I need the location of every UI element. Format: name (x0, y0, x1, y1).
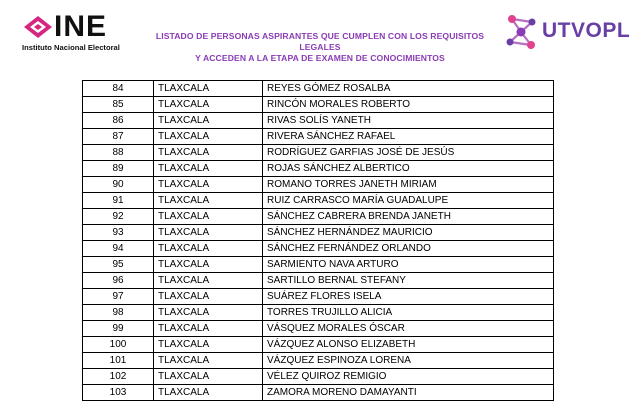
row-number: 90 (83, 177, 154, 193)
table-row (83, 177, 554, 193)
row-state: TLAXCALA (154, 209, 263, 225)
network-nodes-icon (504, 12, 540, 52)
row-state: TLAXCALA (154, 81, 263, 97)
row-number: 94 (83, 241, 154, 257)
row-state: TLAXCALA (154, 225, 263, 241)
page-title (150, 31, 490, 64)
row-name: REYES GÓMEZ ROSALBA (263, 81, 554, 97)
table-row (83, 113, 554, 129)
row-state: TLAXCALA (154, 321, 263, 337)
row-name: SÁNCHEZ CABRERA BRENDA JANETH (263, 209, 554, 225)
utvopl-wordmark: UTVOPL (542, 19, 631, 42)
page-header (0, 0, 636, 70)
row-name: SARTILLO BERNAL STEFANY (263, 273, 554, 289)
table-row (83, 337, 554, 353)
row-state: TLAXCALA (154, 289, 263, 305)
table-row (83, 145, 554, 161)
table-row (83, 321, 554, 337)
table-row (83, 97, 554, 113)
row-name: RODRÍGUEZ GARFIAS JOSÉ DE JESÚS (263, 145, 554, 161)
row-name: ROJAS SÁNCHEZ ALBERTICO (263, 161, 554, 177)
row-name: VÁZQUEZ ALONSO ELIZABETH (263, 337, 554, 353)
row-name: VÉLEZ QUIROZ REMIGIO (263, 369, 554, 385)
table-row (83, 257, 554, 273)
row-number: 103 (83, 385, 154, 401)
row-state: TLAXCALA (154, 385, 263, 401)
row-number: 96 (83, 273, 154, 289)
row-name: RINCÓN MORALES ROBERTO (263, 97, 554, 113)
row-number: 101 (83, 353, 154, 369)
utvopl-logo (504, 12, 632, 56)
ine-wordmark: INE (54, 10, 108, 43)
row-state: TLAXCALA (154, 113, 263, 129)
table-row (83, 353, 554, 369)
row-state: TLAXCALA (154, 353, 263, 369)
row-name: SÁNCHEZ FERNÁNDEZ ORLANDO (263, 241, 554, 257)
table-row (83, 81, 554, 97)
table-row (83, 305, 554, 321)
row-number: 93 (83, 225, 154, 241)
row-name: ROMANO TORRES JANETH MIRIAM (263, 177, 554, 193)
row-number: 84 (83, 81, 154, 97)
row-number: 88 (83, 145, 154, 161)
row-state: TLAXCALA (154, 305, 263, 321)
row-state: TLAXCALA (154, 257, 263, 273)
row-number: 100 (83, 337, 154, 353)
title-line-1: LISTADO DE PERSONAS ASPIRANTES QUE CUMPLEN CON LOS REQUISITOS LEGALES (155, 31, 485, 52)
row-number: 98 (83, 305, 154, 321)
table-row (83, 273, 554, 289)
row-number: 89 (83, 161, 154, 177)
table-row (83, 129, 554, 145)
row-name: SUÁREZ FLORES ISELA (263, 289, 554, 305)
row-state: TLAXCALA (154, 97, 263, 113)
row-name: RUIZ CARRASCO MARÍA GUADALUPE (263, 193, 554, 209)
row-number: 85 (83, 97, 154, 113)
row-state: TLAXCALA (154, 161, 263, 177)
table-row (83, 385, 554, 401)
row-state: TLAXCALA (154, 273, 263, 289)
row-name: SÁNCHEZ HERNÁNDEZ MAURICIO (263, 225, 554, 241)
row-name: VÁSQUEZ MORALES ÓSCAR (263, 321, 554, 337)
row-number: 95 (83, 257, 154, 273)
title-line-2: Y ACCEDEN A LA ETAPA DE EXAMEN DE CONOCIMIENTOS (195, 53, 445, 63)
table-row (83, 193, 554, 209)
row-number: 86 (83, 113, 154, 129)
row-state: TLAXCALA (154, 145, 263, 161)
row-state: TLAXCALA (154, 177, 263, 193)
applicants-table-body (83, 81, 554, 401)
row-state: TLAXCALA (154, 129, 263, 145)
row-number: 87 (83, 129, 154, 145)
table-row (83, 369, 554, 385)
table-row (83, 209, 554, 225)
ine-logo (22, 10, 142, 54)
row-name: VÁZQUEZ ESPINOZA LORENA (263, 353, 554, 369)
row-number: 97 (83, 289, 154, 305)
row-name: ZAMORA MORENO DAMAYANTI (263, 385, 554, 401)
row-number: 99 (83, 321, 154, 337)
row-state: TLAXCALA (154, 369, 263, 385)
row-state: TLAXCALA (154, 193, 263, 209)
ine-emblem-icon (22, 14, 54, 40)
row-number: 102 (83, 369, 154, 385)
table-row (83, 241, 554, 257)
row-name: RIVERA SÁNCHEZ RAFAEL (263, 129, 554, 145)
row-name: SARMIENTO NAVA ARTURO (263, 257, 554, 273)
row-state: TLAXCALA (154, 337, 263, 353)
table-row (83, 289, 554, 305)
ine-subtitle: Instituto Nacional Electoral (22, 43, 120, 52)
row-number: 91 (83, 193, 154, 209)
row-name: TORRES TRUJILLO ALICIA (263, 305, 554, 321)
row-name: RIVAS SOLÍS YANETH (263, 113, 554, 129)
row-number: 92 (83, 209, 154, 225)
table-row (83, 225, 554, 241)
row-state: TLAXCALA (154, 241, 263, 257)
applicants-table (82, 80, 554, 401)
table-row (83, 161, 554, 177)
